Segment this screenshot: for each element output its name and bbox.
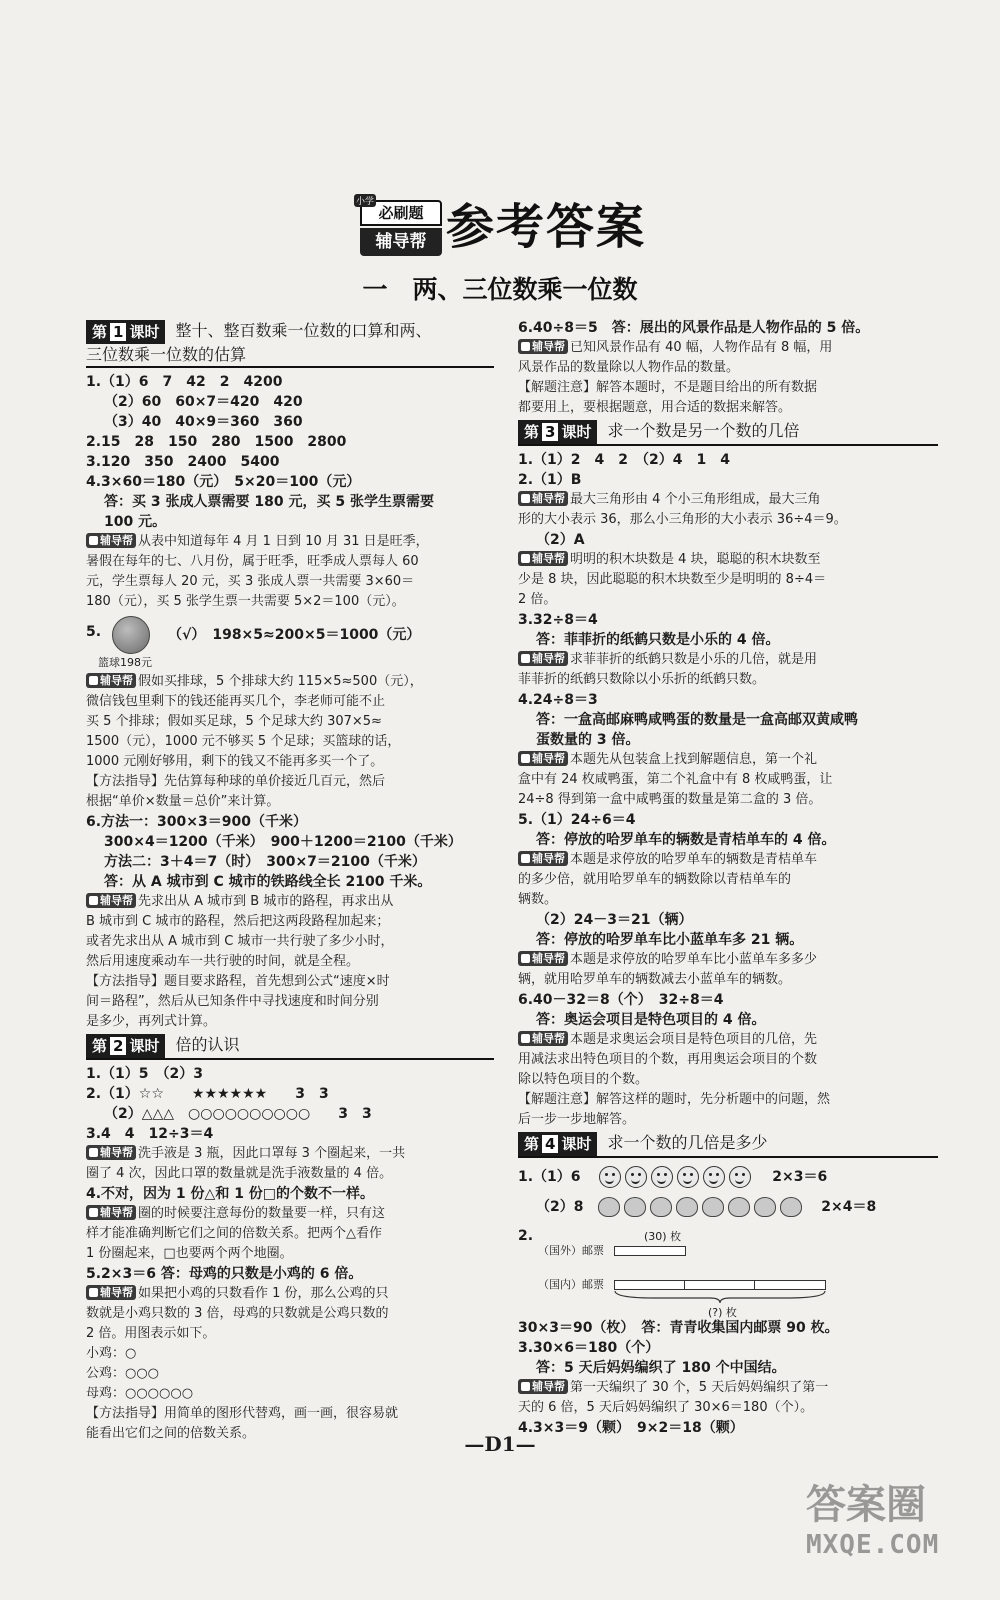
answer-line: 答：一盒高邮麻鸭咸鸭蛋的数量是一盒高邮双黄咸鸭 [536, 712, 858, 728]
book-icon [89, 1288, 98, 1297]
explanation-line: 辅导帮 明明的积木块数是 4 块，聪聪的积木块数至 [518, 550, 938, 570]
lesson-title-cont: 三位数乘一位数的估算 [86, 345, 247, 364]
answer-line-faces [518, 1162, 938, 1192]
explanation-line: 辅导帮 洗手液是 3 瓶，因此口罩每 3 个圈起来，一共 [86, 1144, 494, 1164]
answer-line: （2）60 60×7＝420 420 [104, 394, 303, 410]
explanation-line: 然后用速度乘动车一共行驶的时间，就是全程。 [86, 954, 360, 969]
explanation-line: 24÷8 得到第一盒中咸鸭蛋的数量是第二盒的 3 倍。 [518, 792, 822, 807]
logo-bottom: 辅导帮 [360, 228, 442, 256]
smiley-face-icon [651, 1166, 673, 1188]
question-number: 5. [86, 624, 102, 640]
domestic-bar-seg [754, 1280, 826, 1290]
method-line: 是多少，再列式计算。 [86, 1014, 217, 1029]
lesson-title: 整十、整百数乘一位数的口算和两、 [175, 321, 432, 340]
method-line: 【方法指导】题目要求路程，首先想到公式“速度×时 [86, 974, 390, 989]
answer-label: （2）8 [536, 1199, 584, 1215]
brand-logo [356, 197, 442, 258]
lesson-badge: 第 2 课时 [86, 1034, 165, 1058]
explanation-line: 2 倍。用图表示如下。 [86, 1326, 216, 1341]
unit-title: 一 两、三位数乘一位数 [362, 275, 638, 304]
explanation-line: 辅导帮 第一天编织了 30 个，5 天后妈妈编织了第一 [518, 1378, 938, 1398]
explanation-line: 1000 元刚好够用，剩下的钱又不能再多买一个了。 [86, 754, 384, 769]
smiley-face-icon [599, 1166, 621, 1188]
book-icon [521, 954, 530, 963]
explanation-line: 辅导帮 本题是求停放的哈罗单车的辆数是青桔单车 [518, 850, 938, 870]
answer-line: 5.2×3＝6 答：母鸡的只数是小鸡的 6 倍。 [86, 1266, 363, 1282]
answer-line: 3.32÷8＝4 [518, 612, 598, 628]
explanation-line: 风景作品的数量除以人物作品的数量。 [518, 360, 740, 375]
explanation-line: 2 倍。 [518, 592, 557, 607]
explanation-line: 微信钱包里剩下的钱还能再买几个，李老师可能不止 [86, 694, 386, 709]
tip-badge: 辅导帮 [518, 651, 568, 666]
tip-badge: 辅导帮 [518, 851, 568, 866]
explanation-line: 除以特色项目的个数。 [518, 1072, 649, 1087]
explanation-line: 的多少倍，就用哈罗单车的辆数除以青桔单车的 [518, 872, 792, 887]
book-icon [521, 1034, 530, 1043]
tip-badge: 辅导帮 [518, 491, 568, 506]
answer-line: 2.（1）B [518, 472, 582, 488]
method-line: 根据“单价×数量＝总价”来计算。 [86, 794, 280, 809]
tip-badge: 辅导帮 [86, 893, 136, 908]
explanation-line: 180（元），买 5 张学生票一共需要 5×2＝100（元）。 [86, 594, 405, 609]
basketball-row [86, 616, 494, 672]
explanation-line: 数就是小鸡只数的 3 倍，母鸡的只数就是公鸡只数的 [86, 1306, 389, 1321]
answer-line: 答：买 3 张成人票需要 180 元，买 5 张学生票需要 [104, 494, 434, 510]
lesson-badge: 第 1 课时 [86, 320, 165, 344]
tip-badge: 辅导帮 [518, 1031, 568, 1046]
answer-line-peaches [518, 1192, 938, 1222]
book-icon [521, 754, 530, 763]
book-icon [89, 896, 98, 905]
answer-line: （√） 198×5≈200×5＝1000（元） [168, 627, 421, 643]
explanation-line: B 城市到 C 城市的路程，然后把这两段路程加起来； [86, 914, 390, 929]
chick-line: 小鸡：○ [86, 1346, 137, 1361]
answer-line: 方法二：3＋4＝7（时） 300×7＝2100（千米） [104, 854, 426, 870]
book-icon [521, 854, 530, 863]
explanation-line: 辅导帮 求菲菲折的纸鹤只数是小乐的几倍，就是用 [518, 650, 938, 670]
explanation-line: 1500（元），1000 元不够买 5 个足球；买篮球的话， [86, 734, 401, 749]
tip-badge: 辅导帮 [518, 951, 568, 966]
method-line: 【方法指导】用简单的图形代替鸡，画一画，很容易就 [86, 1406, 399, 1421]
explanation-line: 辅导帮 如果把小鸡的只数看作 1 份，那么公鸡的只 [86, 1284, 494, 1304]
answer-line: 300×4＝1200（千米） 900＋1200＝2100（千米） [104, 834, 462, 850]
explanation-line: 辅导帮 本题先从包装盒上找到解题信息，第一个礼 [518, 750, 938, 770]
lesson-2-header [86, 1034, 494, 1060]
foreign-stamp-label: （国外）邮票 [538, 1244, 604, 1257]
answer-line: 1.（1）2 4 2 （2）4 1 4 [518, 452, 730, 468]
note-line: 后一步一步地解答。 [518, 1112, 636, 1127]
answer-line: 答：停放的哈罗单车比小蓝单车多 21 辆。 [536, 932, 804, 948]
explanation-line: 辅导帮 先求出从 A 城市到 B 城市的路程，再求出从 [86, 892, 494, 912]
tip-badge: 辅导帮 [86, 1285, 136, 1300]
explanation-line: 辅导帮 从表中知道每年 4 月 1 日到 10 月 31 日是旺季， [86, 532, 494, 552]
page-title: 参考答案 [446, 199, 647, 255]
answer-line: （2）24－3＝21（辆） [536, 912, 693, 928]
answer-label: 1.（1）6 [518, 1169, 581, 1185]
lesson-title: 求一个数的几倍是多少 [607, 1133, 768, 1152]
explanation-line: 辅导帮 本题是求奥运会项目是特色项目的几倍，先 [518, 1030, 938, 1050]
site-watermark [806, 1480, 976, 1580]
watermark-text: 答案圈 [806, 1482, 926, 1528]
book-icon [89, 676, 98, 685]
peach-icon [624, 1197, 646, 1217]
tip-badge: 辅导帮 [518, 551, 568, 566]
question-number: 2. [518, 1228, 534, 1244]
count-label-unknown: (?) 枚 [708, 1306, 737, 1319]
lesson-badge: 第 3 课时 [518, 420, 597, 444]
book-icon [521, 654, 530, 663]
explanation-line: 买 5 个排球；假如买足球，5 个足球大约 307×5≈ [86, 714, 382, 729]
tip-badge: 辅导帮 [518, 339, 568, 354]
answer-equation: 2×4＝8 [821, 1199, 877, 1215]
smiley-face-icon [703, 1166, 725, 1188]
explanation-line: 辅导帮 已知风景作品有 40 幅，人物作品有 8 幅，用 [518, 338, 938, 358]
answer-line: 5.（1）24÷6＝4 [518, 812, 636, 828]
basketball-price: 篮球198元 [98, 656, 152, 669]
lesson-1-header [86, 320, 494, 368]
answer-line: 答：5 天后妈妈编织了 180 个中国结。 [536, 1360, 786, 1376]
answer-line: 6.40÷8＝5 答：展出的风景作品是人物作品的 5 倍。 [518, 320, 870, 336]
method-line: 能看出它们之间的倍数关系。 [86, 1426, 256, 1441]
answer-line: 答：奥运会项目是特色项目的 4 倍。 [536, 1012, 766, 1028]
method-line: 【方法指导】先估算每种球的单价接近几百元，然后 [86, 774, 386, 789]
answer-line: 1.（1）5 （2）3 [86, 1066, 204, 1082]
domestic-bar-seg [614, 1280, 686, 1290]
lesson-title: 求一个数是另一个数的几倍 [607, 421, 800, 440]
domestic-bar-seg [684, 1280, 756, 1290]
peach-icon [754, 1197, 776, 1217]
answer-line: （3）40 40×9＝360 360 [104, 414, 303, 430]
answer-line: 4.不对，因为 1 份△和 1 份□的个数不一样。 [86, 1186, 375, 1202]
smiley-face-icon [677, 1166, 699, 1188]
explanation-line: 辅导帮 圈的时候要注意每份的数量要一样，只有这 [86, 1204, 494, 1224]
book-icon [89, 1208, 98, 1217]
answer-line: 1.（1）6 7 42 2 4200 [86, 374, 283, 390]
book-icon [89, 536, 98, 545]
left-column [86, 318, 494, 1444]
book-icon [521, 494, 530, 503]
book-icon [521, 1382, 530, 1391]
brace-icon [614, 1290, 826, 1304]
watermark-url: MXQE.COM [806, 1530, 940, 1560]
peach-icon [676, 1197, 698, 1217]
explanation-line: 辅导帮 最大三角形由 4 个小三角形组成，最大三角 [518, 490, 938, 510]
explanation-line: 辅导帮 假如买排球，5 个排球大约 115×5≈500（元）， [86, 672, 494, 692]
answer-line: 答：从 A 城市到 C 城市的铁路线全长 2100 千米。 [104, 874, 432, 890]
answer-line: 3.4 4 12÷3＝4 [86, 1126, 214, 1142]
logo-top: 必刷题 [360, 200, 442, 226]
peach-icon [598, 1197, 620, 1217]
count-label-30: (30) 枚 [644, 1230, 682, 1243]
page-header [0, 196, 1000, 266]
answer-line: 蛋数量的 3 倍。 [536, 732, 640, 748]
explanation-line: 1 份圈起来，□也要两个两个地圈。 [86, 1246, 293, 1261]
explanation-line: 盒中有 24 枚咸鸭蛋，第二个礼盒中有 8 枚咸鸭蛋，让 [518, 772, 833, 787]
smiley-face-icon [625, 1166, 647, 1188]
page-number: —D1— [464, 1432, 536, 1456]
lesson-title: 倍的认识 [175, 1035, 240, 1054]
basketball-icon [112, 616, 150, 654]
stamp-diagram [518, 1222, 938, 1318]
answer-line: 4.3×3＝9（颗） 9×2＝18（颗） [518, 1420, 744, 1436]
peach-icon [780, 1197, 802, 1217]
book-icon [521, 342, 530, 351]
rooster-line: 公鸡：○○○ [86, 1366, 160, 1381]
lesson-badge: 第 4 课时 [518, 1132, 597, 1156]
explanation-line: 用减法求出特色项目的个数，再用奥运会项目的个数 [518, 1052, 818, 1067]
answer-line: （2）△△△ ○○○○○○○○○○ 3 3 [104, 1106, 372, 1122]
logo-small-tag: 小学 [354, 194, 376, 207]
book-icon [521, 554, 530, 563]
explanation-line: 暑假在每年的七、八月份，属于旺季，旺季成人票每人 60 [86, 554, 419, 569]
answer-line: 3.30×6＝180（个） [518, 1340, 660, 1356]
explanation-line: 辆数。 [518, 892, 558, 907]
explanation-line: 形的大小表示 36，那么小三角形的大小表示 36÷4＝9。 [518, 512, 847, 527]
peach-icon [650, 1197, 672, 1217]
explanation-line: 辅导帮 本题是求停放的哈罗单车比小蓝单车多多少 [518, 950, 938, 970]
answer-line: 6.40－32＝8（个） 32÷8＝4 [518, 992, 724, 1008]
method-line: 间＝路程”，然后从已知条件中寻找速度和时间分别 [86, 994, 379, 1009]
answer-line: 30×3＝90（枚） 答：青青收集国内邮票 90 枚。 [518, 1320, 839, 1336]
answer-line: 2.15 28 150 280 1500 2800 [86, 434, 347, 450]
answer-line: 100 元。 [104, 514, 167, 530]
peach-icon [728, 1197, 750, 1217]
peach-icon [702, 1197, 724, 1217]
tip-badge: 辅导帮 [86, 673, 136, 688]
explanation-line: 菲菲折的纸鹤只数除以小乐折的纸鹤只数。 [518, 672, 766, 687]
answer-line: 3.120 350 2400 5400 [86, 454, 280, 470]
tip-badge: 辅导帮 [86, 1145, 136, 1160]
note-line: 【解题注意】解答这样的题时，先分析题中的问题，然 [518, 1092, 831, 1107]
explanation-line: 天的 6 倍，5 天后妈妈编织了 30×6＝180（个）。 [518, 1400, 814, 1415]
explanation-line: 辆，就用哈罗单车的辆数减去小蓝单车的辆数。 [518, 972, 792, 987]
answer-line: 答：停放的哈罗单车的辆数是青桔单车的 4 倍。 [536, 832, 836, 848]
answer-line: 4.24÷8＝3 [518, 692, 598, 708]
answer-equation: 2×3＝6 [772, 1169, 828, 1185]
right-column [518, 318, 938, 1438]
explanation-line: 圈了 4 次，因此口罩的数量就是洗手液数量的 4 倍。 [86, 1166, 393, 1181]
explanation-line: 样才能准确判断它们之间的倍数关系。把两个△看作 [86, 1226, 382, 1241]
note-line: 都要用上，要根据题意，用合适的数据来解答。 [518, 400, 792, 415]
answer-line: 6.方法一：300×3＝900（千米） [86, 814, 307, 830]
smiley-face-icon [729, 1166, 751, 1188]
explanation-line: 元，学生票每人 20 元，买 3 张成人票一共需要 3×60＝ [86, 574, 415, 589]
lesson-4-header [518, 1132, 938, 1158]
hen-line: 母鸡：○○○○○○ [86, 1386, 194, 1401]
explanation-line: 或者先求出从 A 城市到 C 城市一共行驶了多少小时， [86, 934, 394, 949]
answer-line: （2）A [536, 532, 585, 548]
tip-badge: 辅导帮 [518, 1379, 568, 1394]
explanation-line: 少是 8 块，因此聪聪的积木块数至少是明明的 8÷4＝ [518, 572, 827, 587]
foreign-stamp-bar [614, 1246, 686, 1256]
book-icon [89, 1148, 98, 1157]
tip-badge: 辅导帮 [86, 533, 136, 548]
domestic-stamp-label: （国内）邮票 [538, 1278, 604, 1291]
note-line: 【解题注意】解答本题时，不是题目给出的所有数据 [518, 380, 818, 395]
answer-line: 2.（1）☆☆ ★★★★★★ 3 3 [86, 1086, 329, 1102]
lesson-3-header [518, 420, 938, 446]
answer-line: 答：菲菲折的纸鹤只数是小乐的 4 倍。 [536, 632, 780, 648]
tip-badge: 辅导帮 [86, 1205, 136, 1220]
tip-badge: 辅导帮 [518, 751, 568, 766]
answer-line: 4.3×60＝180（元） 5×20＝100（元） [86, 474, 361, 490]
